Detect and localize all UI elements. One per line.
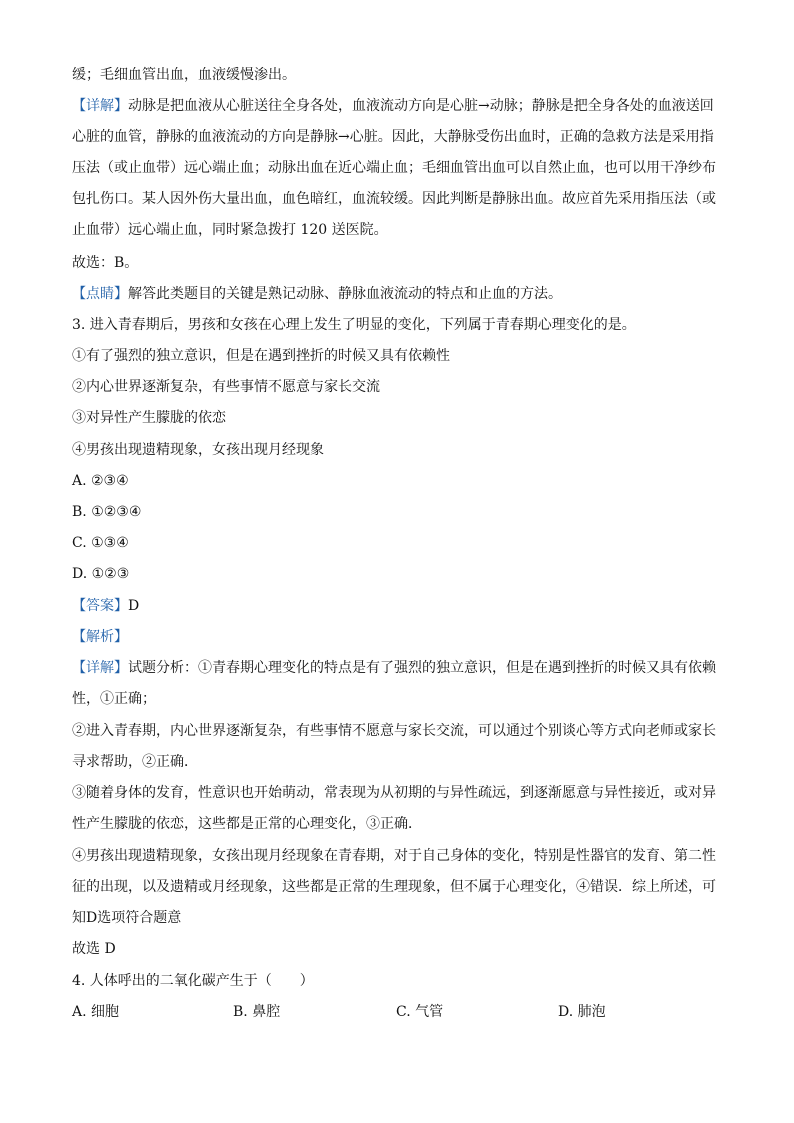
q4-option-d: D. 肺泡 bbox=[558, 1004, 606, 1020]
detail-text: 动脉是把血液从心脏送往全身各处，血液流动方向是心脏→动脉；静脉是把全身各处的血液送回 bbox=[128, 98, 714, 114]
answer-value: D bbox=[128, 598, 140, 614]
q3-detail-line: 寻求帮助，②正确． bbox=[72, 754, 198, 770]
q4-option-c: C. 气管 bbox=[396, 1004, 444, 1020]
q3-stem: 3. 进入青春期后，男孩和女孩在心理上发生了明显的变化，下列属于青春期心理变化的是。 bbox=[72, 317, 636, 333]
q3-detail-line bbox=[72, 658, 732, 678]
detail-text: 试题分析：①青春期心理变化的特点是有了强烈的独立意识，但是在遇到挫折的时候又具有依赖 bbox=[128, 660, 716, 676]
q3-detail-line: ④男孩出现遗精现象，女孩出现月经现象在青春期，对于自己身体的变化，特别是性器官的发育、第二性 bbox=[72, 848, 716, 864]
q3-option-c: C. ①③④ bbox=[72, 535, 129, 551]
q2-detail-line: 包扎伤口。某人因外伤大量出血，血色暗红，血流较缓。因此判断是静脉出血。故应首先采用指压法（或 bbox=[72, 191, 716, 207]
q2-tip-line bbox=[72, 284, 732, 304]
q3-analysis-tag bbox=[72, 627, 732, 647]
q3-option-a: A. ②③④ bbox=[72, 473, 129, 489]
q3-detail-line: 征的出现，以及遗精或月经现象，这些都是正常的生理现象，但不属于心理变化，④错误．综上所述，可 bbox=[72, 879, 716, 895]
q3-choose: 故选 D bbox=[72, 941, 116, 957]
q3-statement: ①有了强烈的独立意识，但是在遇到挫折的时候又具有依赖性 bbox=[72, 348, 450, 364]
answer-tag: 【答案】 bbox=[72, 598, 128, 614]
q3-detail-line: 知D选项符合题意 bbox=[72, 910, 182, 926]
q3-detail-line: ②进入青春期，内心世界逐渐复杂，有些事情不愿意与家长交流，可以通过个别谈心等方式向老师或家长 bbox=[72, 723, 716, 739]
q2-detail-line: 压法（或止血带）远心端止血；动脉出血在近心端止血；毛细血管出血可以自然止血，也可以用干净纱布 bbox=[72, 160, 716, 176]
q3-option-b: B. ①②③④ bbox=[72, 504, 142, 520]
q3-option-d: D. ①②③ bbox=[72, 566, 130, 582]
q4-option-a: A. 细胞 bbox=[72, 1004, 120, 1020]
tip-tag: 【点睛】 bbox=[72, 286, 128, 302]
detail-tag: 【详解】 bbox=[72, 98, 128, 114]
q3-detail-line: ③随着身体的发育，性意识也开始萌动，常表现为从初期的与异性疏远，到逐渐愿意与异性接近，或对异 bbox=[72, 785, 716, 801]
q3-statement: ③对异性产生朦胧的依恋 bbox=[72, 410, 226, 426]
q3-detail-line: 性，①正确； bbox=[72, 691, 156, 707]
q2-tail-text: 缓；毛细血管出血，血液缓慢渗出。 bbox=[72, 67, 296, 83]
q3-answer-line bbox=[72, 596, 732, 616]
q2-detail-line bbox=[72, 96, 732, 116]
tip-text: 解答此类题目的关键是熟记动脉、静脉血液流动的特点和止血的方法。 bbox=[128, 286, 562, 302]
analysis-tag: 【解析】 bbox=[72, 629, 128, 645]
detail-tag: 【详解】 bbox=[72, 660, 128, 676]
q2-choose: 故选：B。 bbox=[72, 255, 139, 271]
q4-stem: 4. 人体呼出的二氧化碳产生于（ ） bbox=[72, 973, 314, 989]
q2-detail-line: 止血带）远心端止血，同时紧急拨打 120 送医院。 bbox=[72, 222, 388, 238]
q3-statement: ④男孩出现遗精现象，女孩出现月经现象 bbox=[72, 442, 324, 458]
q3-detail-line: 性产生朦胧的依恋，这些都是正常的心理变化，③正确． bbox=[72, 816, 422, 832]
q4-option-b: B. 鼻腔 bbox=[233, 1004, 281, 1020]
q2-detail-line: 心脏的血管，静脉的血液流动的方向是静脉→心脏。因此，大静脉受伤出血时，正确的急救方法是采用指 bbox=[72, 129, 714, 145]
q3-statement: ②内心世界逐渐复杂，有些事情不愿意与家长交流 bbox=[72, 379, 380, 395]
